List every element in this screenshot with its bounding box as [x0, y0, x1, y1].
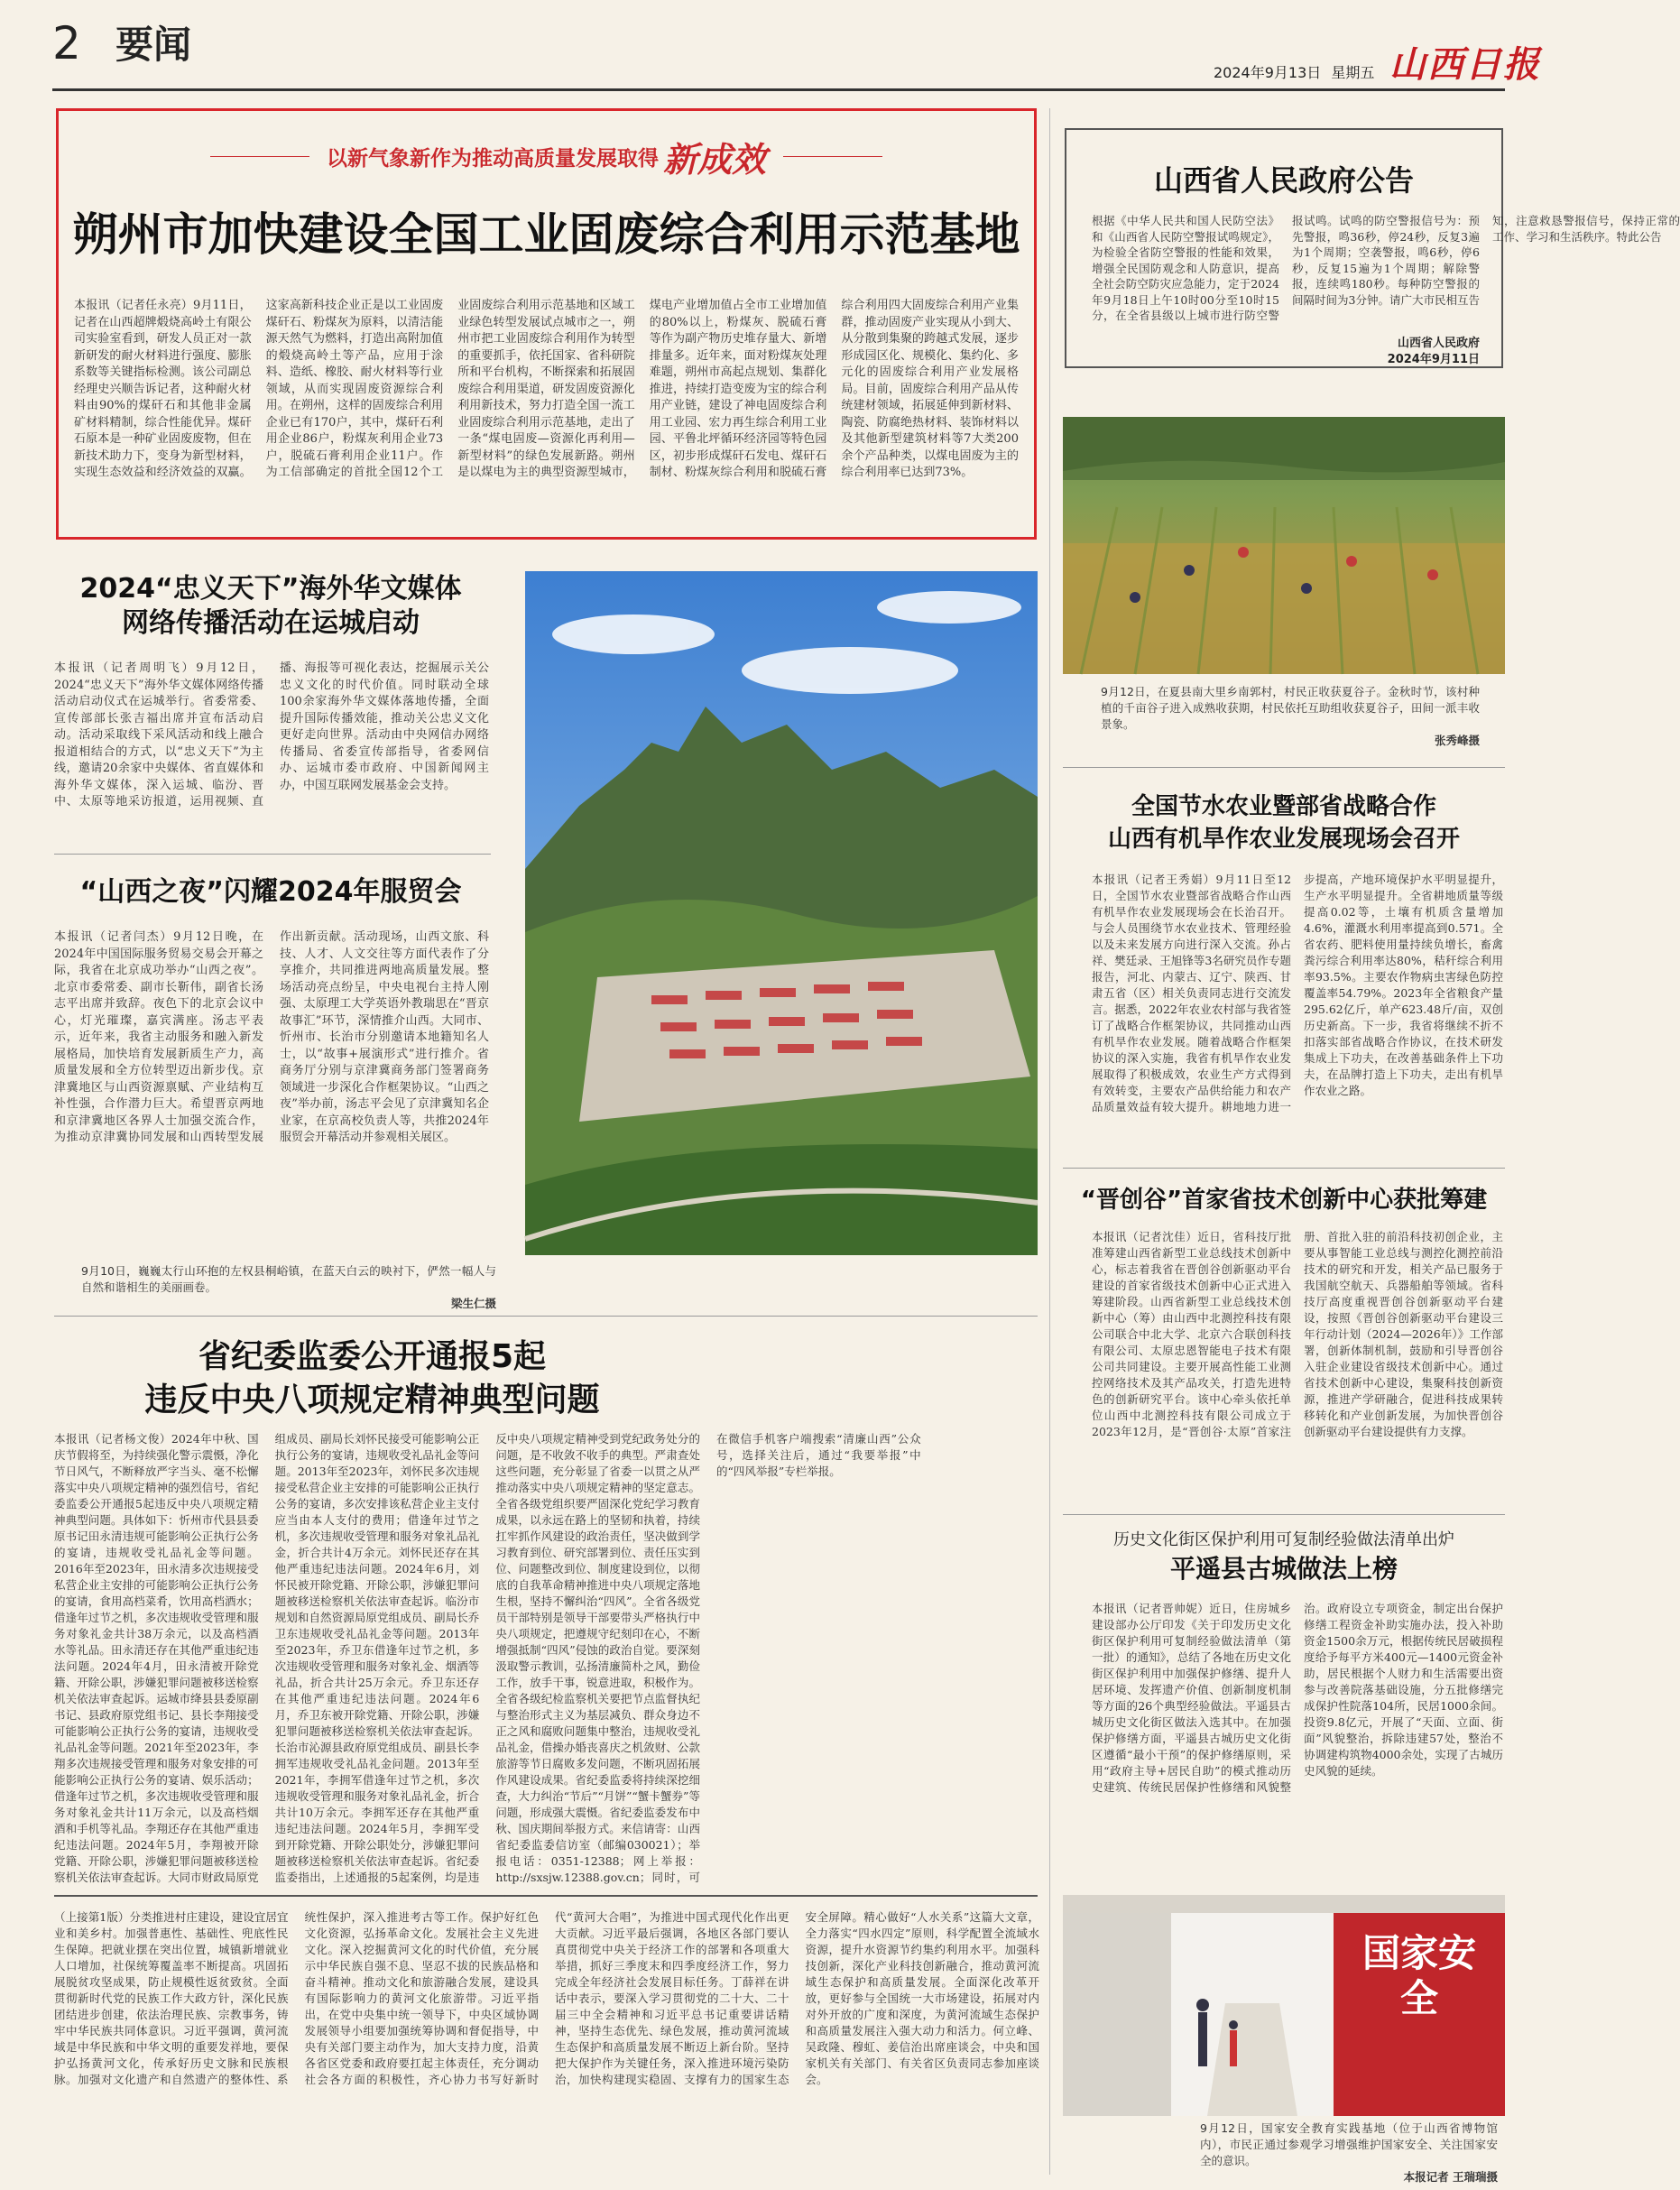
innovation-headline: “晋创谷”首家省技术创新中心获批筹建	[1080, 1187, 1488, 1214]
security-photo	[1063, 1895, 1505, 2116]
landscape-divider	[54, 1316, 1038, 1317]
discipline-headline	[54, 1335, 690, 1422]
water-body: 本报讯（记者王秀娟）9月11日至12日，全国节水农业暨部省战略合作山西有机旱作农业发展现场会在长治召开。与会人员围绕节水农业技术、管理经验以及未来发展方向进行深入交流。孙占祥、樊廷录、王旭锋等3名研究员作专题报告，河北、内蒙古、辽宁、陕西、甘肃五省（区）相关负责同志进行交流发言。据悉，2022年农业农村部与我省签订了战略合作框架协议，共同推动山西有机旱作农业发展。随着战略合作框架协议的深入实施，我省有机旱作农业发展取得了积极成效，农业生产方式得到有效转变，主要农产品供给能力和农产品质量效益有较大提升。耕地地力进一步提高，产地环境保护水平明显提升，生产水平明显提升。全省耕地质量等级提高0.02等，土壤有机质含量增加4.6%，灌溉水利用率提高到0.571。全省农药、肥料使用量持续负增长，畜禽粪污综合利用率达80%，秸秆综合利用率93.5%。主要农作物病虫害绿色防控覆盖率54.79%。2023年全省粮食产量295.62亿斤，单产623.48斤/亩，双创历史新高。下一步，我省将继续不折不扣落实部省战略合作协议，在技术研发集成上下功夫，在改善基础条件上下功夫，在品牌打造上下功夫，走出有机旱作农业之路。	[1092, 873, 1503, 1113]
farm-field-illustration	[1063, 417, 1505, 674]
notice-body: 根据《中华人民共和国人民防空法》和《山西省人民防空警报试鸣规定》，为检验全省防空警报的性能和效果，增强全民国防观念和人防意识，提高全社会防空防灾应急能力，定于2024年9月18日上午10时00分至10时15分，在全省县级以上城市进行防空警报试鸣。试鸣的防空警报信号为：预先警报，鸣36秒，停24秒，反复3遍为1个周期；空袭警报，鸣6秒，停6秒，反复15遍为1个周期；解除警报，连续鸣180秒。每种防空警报的间隔时间为3分钟。请广大市民相互告知，注意救恳警报信号，保持正常的工作、学习和生活秩序。特此公告	[1092, 214, 1680, 322]
water-divider	[1063, 1168, 1505, 1169]
media-body: 本报讯（记者周明飞）9月12日，2024“忠义天下”海外华文媒体网络传播活动启动仪式在运城举行。省委常委、宣传部部长张吉福出席并宣布活动启动。活动采取线下采风活动和线上融合报道相结合的方式，以“忠义天下”为主线，邀请20余家中央媒体、省直媒体和海外华文媒体，深入运城、临汾、晋中、太原等地采访报道，运用视频、直播、海报等可视化表达，挖掘展示关公忠义文化的时代价值。同时联动全球100余家海外华文媒体落地传播，全面提升国际传播效能，推动关公忠义文化更好走向世界。活动由中央网信办网络传播局、省委宣传部指导，省委网信办、运城市委市政府、中国新闻网主办，中国互联网发展基金会支持。	[54, 661, 489, 809]
notice-signature	[1299, 336, 1480, 368]
pingyao-body: 本报讯（记者晋帅妮）近日，住房城乡建设部办公厅印发《关于印发历史文化街区保护利用可复制经验做法清单（第一批）的通知》，总结了各地在历史文化街区保护利用中加强保护修缮、提升人居环境、发挥遗产价值、创新制度机制等方面的26个典型经验做法。平遥县古城历史文化街区做法入选其中。在加强保护修缮方面，平遥县古城历史文化街区遵循“最小干预”的保护修缮原则，采用“政府主导+居民自助”的模式推动历史建筑、传统民居保护性修缮和风貌整治。政府设立专项资金，制定出台保护修缮工程资金补助实施办法，投入补助资金1500余万元，根据传统民居破损程度给予每平方米400元—1400元资金补助，居民根据个人财力和生活需要出资参与改善院落基础设施，分五批修缮完成保护性院落104所，民居1000余间。投资9.8亿元，开展了“天面、立面、街面”风貌整治，拆除违建57处，整治不协调建构筑物4000余处，实现了古城历史风貌的延续。	[1092, 1602, 1503, 1794]
media-headline	[54, 572, 487, 641]
lead-headline: 朔州市加快建设全国工业固废综合利用示范基地	[72, 208, 1020, 261]
farm-photo-caption	[1101, 684, 1480, 747]
farm-photo-credit: 张秀峰摄	[1434, 734, 1480, 747]
pingyao-subhead: 历史文化街区保护利用可复制经验做法清单出炉	[1113, 1530, 1454, 1549]
innovation-body: 本报讯（记者沈佳）近日，省科技厅批准筹建山西省新型工业总线技术创新中心，标志着我省在晋创谷创新驱动平台建设的首家省级技术创新中心正式进入筹建阶段。山西省新型工业总线技术创新中心（筹）由山西中北测控科技有限公司联合中北大学、北京六合联创科技有限公司、太原忠恩智能电子技术有限公司共同建设。主要开展高性能工业测控网络技术及其产品攻关，打造先进特色的创新研究平台。该中心牵头依托单位山西中北测控科技有限公司成立于2023年12月，是“晋创谷·太原”首家注册、首批入驻的前沿科技初创企业，主要从事智能工业总线与测控化测控前沿技术的研究和开发，相关产品已服务于我国航空航天、兵器船舶等领域。省科技厅高度重视晋创谷创新驱动平台建设，按照《晋创谷创新驱动平台建设三年行动计划（2024—2026年）》工作部署，创新体制机制，鼓励和引导晋创谷入驻企业建设省级技术创新中心。通过省技术创新中心建设，集聚科技创新资源，推进产学研融合，促进科技成果转移转化和产业创新发展，为加快晋创谷创新驱动平台建设提供有力支撑。	[1092, 1230, 1503, 1438]
issue-weekday: 星期五	[1331, 64, 1375, 81]
night-body: 本报讯（记者闫杰）9月12日晚，在2024年中国国际服务贸易交易会开幕之际，我省在北京成功举办“山西之夜”。北京市委常委、副市长靳伟，副省长汤志平出席并致辞。夜色下的北京会议中心，灯光璀璨，嘉宾满座。汤志平表示，近年来，我省主动服务和融入新发展格局，加快培育发展新质生产力，高质量发展和全方位转型迈出新步伐。京津冀地区与山西资源禀赋、产业结构互补性强，合作潜力巨大。希望晋京两地和京津冀地区各界人士加强交流合作，为推动京津冀协同发展和山西转型发展作出新贡献。活动现场，山西文旅、科技、人才、人文交往等方面代表作了分享推介，共同推进两地高质量发展。整场活动亮点纷呈，中央电视台主持人刚强、太原理工大学英语外教瑞思在“晋京故事汇”环节，深情推介山西。大同市、忻州市、长治市分别邀请本地籍知名人士，以“故事+展演形式”进行推介。省商务厅分别与京津冀商务部门签署商务领域进一步深化合作框架协议。“山西之夜”举办前，汤志平会见了京津冀知名企业家，在京高校负责人等，共推2024年服贸会开幕活动并参观相关展区。	[54, 930, 489, 1144]
landscape-illustration	[525, 571, 1038, 1255]
continued-body: （上接第1版）分类推进村庄建设，建设宜居宜业和美乡村。加强普惠性、基础性、兜底性民生保障。把就业摆在突出位置，城镇新增就业人口增加，社保统筹覆盖率不断提高。巩固拓展脱贫攻坚成果，防止规模性返贫致贫。全面贯彻新时代党的民族工作大政方针，深化民族团结进步创建，依法治理民族、宗教事务，铸牢中华民族共同体意识。习近平强调，黄河流域是中华民族和中华文明的重要发祥地，要保护弘扬黄河文化，传承好历史文脉和民族根脉。加强对文化遗产和自然遗产的整体性、系统性保护，深入推进考古等工作。保护好红色文化资源，弘扬革命文化。发展社会主义先进文化。深入挖掘黄河文化的时代价值，充分展示中华民族自强不息、坚忍不拔的民族品格和奋斗精神。推动文化和旅游融合发展，建设具有国际影响力的黄河文化旅游带。习近平指出，在党中央集中统一领导下，中央区域协调发展领导小组要加强统筹协调和督促指导，中央有关部门要主动作为，加大支持力度，沿黄各省区党委和政府要扛起主体责任，充分调动社会各方面的积极性，齐心协力书写好新时代“黄河大合唱”，为推进中国式现代化作出更大贡献。习近平最后强调，各地区各部门要认真贯彻党中央关于经济工作的部署和各项重大举措，抓好三季度末和四季度经济工作，努力完成全年经济社会发展目标任务。丁薛祥在讲话中表示，要深入学习贯彻党的二十大、二十届三中全会精神和习近平总书记重要讲话精神，坚持生态优先、绿色发展，推动黄河流域生态保护和高质量发展不断迈上新台阶。坚持把大保护作为关键任务，深入推进环境污染防治，加快构建现实稳固、支撑有力的国家生态安全屏障。精心做好“人水关系”这篇大文章，全力落实“四水四定”原则，科学配置全流域水资源，提升水资源节约集约利用水平。加强科技创新，深化产业科技创新融合，推动黄河流域生态保护和高质量发展。全面深化改革开放，更好参与全国统一大市场建设，拓展对内对外开放的广度和深度，为黄河流域生态保护和高质量发展注入强大动力和活力。何立峰、吴政隆、穆虹、姜信治出席座谈会，中央和国家机关有关部门、有关省区负责同志参加座谈会。	[54, 1910, 1039, 2086]
newspaper-logo: 山西日报	[1389, 43, 1541, 86]
lead-kicker	[56, 132, 1037, 181]
notice-date: 2024年9月11日	[1387, 353, 1480, 366]
lead-body: 本报讯（记者任永亮）9月11日，记者在山西超牌煅烧高岭土有限公司实验室看到，研发人员正对一款新研发的耐火材料进行强度、膨胀系数等关键指标检测。该公司副总经理史兴顺告诉记者，这种耐火材料由90%的煤矸石和其他非金属矿材料精制，综合性能优异。煤矸石原本是一种矿业固废废物，但在新技术助力下，变身为新型材料，实现生态效益和经济效益的双赢。这家高新科技企业正是以工业固废煤矸石、粉煤灰为原料，以清洁能源天然气为燃料，打造出高附加值的煅烧高岭土等产品，应用于涂料、造纸、橡胶、耐火材料等行业领域，从而实现固废资源综合利用。在朔州，这样的固废综合利用企业已有170户，其中，煤矸石利用企业86户，粉煤灰利用企业73户，脱硫石膏利用企业11户。作为工信部确定的首批全国12个工业固废综合利用示范基地和区域工业绿色转型发展试点城市之一，朔州市把工业固废综合利用作为转型的重要抓手，依托国家、省科研院所和平台机构，不断探索和拓展固废综合利用渠道，研发固废资源化利用新技术，努力打造全国一流工业固废综合利用示范基地，走出了一条“煤电固废—资源化再利用—新型材料”的绿色发展新路。朔州是以煤电为主的典型资源型城市，煤电产业增加值占全市工业增加值的80%以上，粉煤灰、脱硫石膏等作为副产物历史堆存量大、新增排量多。近年来，面对粉煤灰处理难题，朔州市高起点规划、集群化推进，持续打造变废为宝的综合利用产业链，建设了神电固废综合利用工业园、宏力再生综合利用工业园、平鲁北坪循环经济园等特色园区，初步形成煤矸石发电、煤矸石制材、粉煤灰综合利用和脱硫石膏综合利用四大固废综合利用产业集群，推动固废产业实现从小到大、从分散到集聚的跨越式发展，逐步形成园区化、规模化、集约化、多元化的固废综合利用产业发展格局。目前，固废综合利用产品从传统建材领域，拓展延伸到新材料、陶瓷、防腐绝热材料、装饰材料以及其他新型建筑材料等7大类200余个产品种类，以煤电固废为主的综合利用率已达到73%。	[74, 299, 1019, 479]
masthead-date	[1214, 61, 1374, 82]
security-photo-credit: 本报记者 王瑞瑞摄	[1403, 2170, 1498, 2184]
discipline-headline-line1: 省纪委监委公开通报5起	[198, 1338, 547, 1375]
discipline-headline-line2: 违反中央八项规定精神典型问题	[144, 1381, 600, 1418]
media-headline-line1: 2024“忠义天下”海外华文媒体	[79, 573, 462, 605]
page-number: 2	[52, 17, 81, 69]
discipline-body-a: 本报讯（记者杨文俊）2024年中秋、国庆节假将至，为持续强化警示震慑，净化节日风气，不断释放严字当头、毫不松懈落实中央八项规定精神的强烈信号，省纪委监委公开通报5起违反中央八项规定精神典型问题。具体如下：忻州市代县县委原书记田永清违规可能影响公正执行公务的宴请，违规收受礼品礼金等问题。2016年至2023年，田永清多次违规接受私营企业主安排的可能影响公正执行公务的宴请，食用高档菜肴，饮用高档酒水；借逢年过节之机，多次违规收受管理和服务对象礼金共计38万余元，以及高档酒水等礼品。田永清还存在其他严重违纪违法问题。2024年4月，田永清被开除党籍、开除公职，涉嫌犯罪问题被移送检察机关依法审查起诉。运城市绛县县委原副书记、县政府原党组书记、县长李翔接受可能影响公正执行公务的宴请，违规收受礼品礼金等问题。2021年至2023年，李翔多次违规接受管理和服务对象安排的可能影响公正执行公务的宴请、娱乐活动；借逢年过节之机，多次违规收受管理和服务对象礼金共计11万余元，以及高档烟酒和手机等礼品。李翔还存在其他严重违纪违法问题。2024年5月，李翔被开除党籍、开除公职，涉嫌犯罪问题被移送检察机关依法审查起诉。大同市财政局原党组成员、副局长刘怀民接受可能影响公正执行公务的宴请，违规收受礼品礼金等问题。2013年至2023年，刘怀民多次违规接受私营企业主安排的可能影响公正执行公务的宴请，多次安排该私营企业主支付应当由本人支付的费用；借逢年过节之机，多次违规收受管理和服务对象礼品礼金，折合共计4万余元。刘怀民还存在其他严重违纪违法问题。2024年6月，刘怀民被开除党籍、开除公职，涉嫌犯罪问题被移送检察机关依法审查起诉。临汾市规划和自然资源局原党组成员、副局长乔卫东违规收受礼品礼金等问题。2013年至2023年，乔卫东借逢年过节之机，多次违规收受管理和服务对象礼金、烟酒等礼品，折合共计25万余元。乔卫东还存在其他严重违纪违法问题。2024年6月，乔卫东被开除党籍、开除公职，涉嫌犯罪问题被移送检察机关依法审查起诉。长治市沁源县政府原党组成员、副县长李拥军违规收受礼品礼金问题。2013年至2021年，李拥军借逢年过节之机，多次违规收受管理和服务对象礼品礼金，折合共计10万余元。李拥军还存在其他严重违纪违法问题。2024年5月，李拥军受到开除党籍、开除公职处分，涉嫌犯罪问题被移送检察机关依法审查起诉。省纪委监委指出，上述通报的5起案例，均是违反中央八项规定精神受到党纪政务处分的问题，是不收敛不收手的典型。严肃查处这些问题，充分彰显了省委一以贯之从严推动落实中央八项规定精神的坚定意志。全省各级党组织要严固深化党纪学习教育成果，以永远在路上的坚韧和执着，持续扛牢抓作风建设的政治责任，坚决做到学习教育到位、研究部署到位、责任压实到位、问题整改到位、制度建设到位，以彻底的自我革命精神推进中央八项规定落地生根，坚持不懈纠治“四风”。全省各级党员干部特别是领导干部要带头严格执行中央八项规定，把遵规守纪刻印在心，不断增强抵制“四风”侵蚀的政治自觉。要深刻汲取警示教训，弘扬清廉简朴之风，勤俭工作，放手干事，锐意进取，积极作为。全省各级纪检监察机关要把节点监督执纪与整治形式主义为基层减负、群众身边不正之风和腐败问题集中整治，违规收受礼品礼金，借操办婚丧喜庆之机敛财、公款旅游等节日腐败多发问题，不断巩固拓展作风建设成果。省纪委监委将持续深挖细查，大力纠治“节后”“月饼”“蟹卡蟹券”等问题，形成强大震慑。省纪委监委发布中秋、国庆期间举报方式。来信请寄：山西省纪委监委信访室（邮编030021）；举报电话：0351-12388；网上举报：http://sxsjw.12388.gov.cn；同时，可在微信手机客户端搜索“清廉山西”公众号，选择关注后，通过“我要举报”中的“四风举报”专栏举报。	[54, 1432, 921, 1884]
security-caption-text: 9月12日，国家安全教育实践基地（位于山西省博物馆内），市民正通过参观学习增强维护国家安全、关注国家安全的意识。	[1200, 2121, 1498, 2167]
night-headline: “山西之夜”闪耀2024年服贸会	[79, 876, 462, 908]
lead-kicker-text: 以新气象新作为推动高质量发展取得	[326, 147, 659, 171]
notice-title: 山西省人民政府公告	[1153, 163, 1414, 198]
landscape-photo	[525, 571, 1038, 1255]
masthead-rule	[52, 88, 1505, 91]
landscape-caption	[81, 1263, 496, 1310]
water-headline-line2: 山西有机旱作农业发展现场会召开	[1107, 826, 1460, 853]
innovation-divider	[1063, 1514, 1505, 1515]
issue-date: 2024年9月13日	[1214, 64, 1322, 81]
landscape-photo-credit: 梁生仁摄	[450, 1297, 496, 1310]
lead-kicker-emphasis: 新成效	[663, 139, 767, 180]
security-wall-text: 国家安全	[1362, 1931, 1476, 2020]
water-headline-line1: 全国节水农业暨部省战略合作	[1131, 793, 1436, 820]
media-divider	[54, 854, 491, 855]
water-headline	[1063, 790, 1505, 855]
continued-divider	[54, 1895, 1038, 1897]
notice-signer: 山西省人民政府	[1397, 337, 1480, 350]
farm-photo	[1063, 417, 1505, 674]
media-headline-line2: 网络传播活动在运城启动	[122, 607, 420, 639]
farm-divider	[1063, 767, 1505, 768]
security-caption	[1200, 2121, 1498, 2184]
right-column-rule	[1049, 108, 1050, 2175]
farm-caption-text: 9月12日，在夏县南大里乡南郭村，村民正收获夏谷子。金秋时节，该村种植的千亩谷子进入成熟收获期，村民依托互助组收获夏谷子，田间一派丰收景象。	[1101, 685, 1480, 731]
pingyao-headline: 平遥县古城做法上榜	[1169, 1554, 1398, 1584]
landscape-caption-text: 9月10日，巍巍太行山环抱的左权县桐峪镇，在蓝天白云的映衬下，俨然一幅人与自然和谐相生的美丽画卷。	[81, 1264, 496, 1294]
section-name: 要闻	[115, 23, 192, 67]
